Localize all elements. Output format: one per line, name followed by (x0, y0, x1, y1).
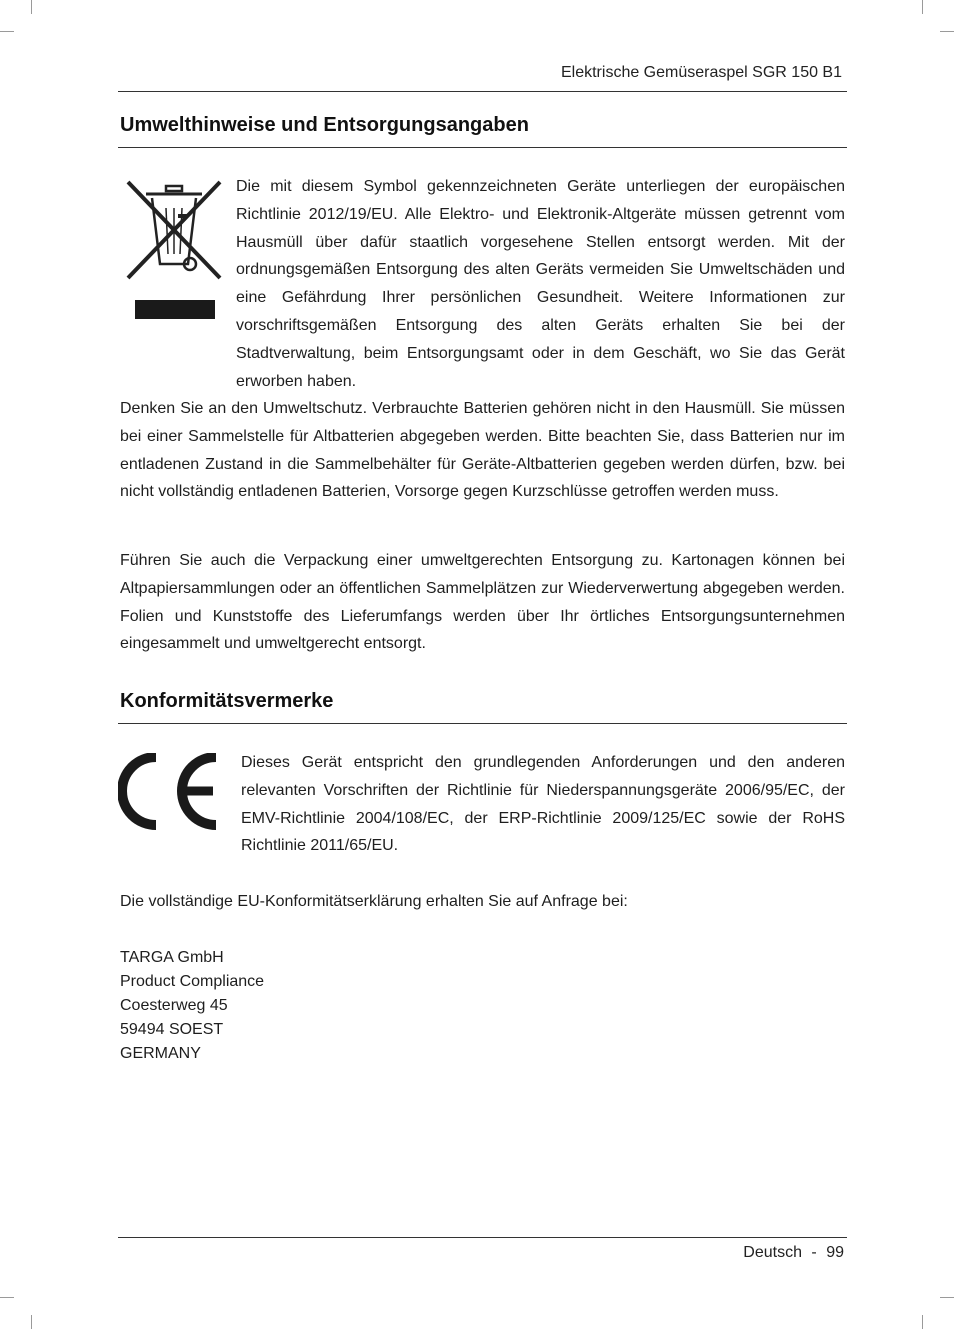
paragraph-weee: Die mit diesem Symbol gekennzeichneten Geräte unterliegen der europäischen Richtlinie 2012/19/EU. Alle Elektro- und Elektronik-Altgeräte müssen getrennt vom Hausmüll über dafür staatlich vorgesehene Stellen entsorgt werden. Mit der ordnungsgemäßen Entsorgung des alten Geräts vermeiden Sie Umweltschäden und eine Gefährdung Ihrer persönlichen Gesundheit. Weitere Informationen zur vorschriftsgemäßen Entsorgung des alten Geräts erhalten Sie bei der Stadtverwaltung, beim Entsorgungsamt oder in dem Geschäft, wo Sie das Gerät erworben haben. (236, 178, 845, 390)
section-heading-conformity: Konformitätsvermerke (120, 690, 334, 712)
running-header: Elektrische Gemüseraspel SGR 150 B1 (560, 64, 842, 81)
page-number: 99 (826, 1244, 844, 1261)
footer-rule (118, 1237, 847, 1238)
paragraph-ce: Dieses Gerät entspricht den grundlegenden Anforderungen und den anderen relevanten Vorschriften der Richtlinie für Niederspannungsgeräte 2006/95/EC, der EMV-Richtlinie 2004/108/EC, der ERP-Richtlinie 2009/125/EC sowie der RoHS Richtlinie 2011/65/EU. (241, 754, 845, 855)
address-block (120, 946, 264, 1066)
paragraph-batteries: Denken Sie an den Umweltschutz. Verbrauchte Batterien gehören nicht in den Hausmüll. Sie müssen bei einer Sammelstelle für Altbatterien abgegeben werden. Bitte beachten Sie, dass Batterien nur im entladenen Zustand in die Sammelbehälter für Geräte-Altbatterien gegeben werden dürfen, bzw. bei nicht vollständig entladenen Batterien, Vorsorge gegen Kurzschlüsse getroffen werden muss. (120, 400, 845, 501)
section-rule (118, 723, 847, 724)
crop-mark (0, 1297, 14, 1298)
footer-separator: - (811, 1244, 817, 1261)
address-street: Coesterweg 45 (120, 997, 228, 1014)
footer-language: Deutsch (743, 1244, 802, 1261)
crop-mark (940, 1297, 954, 1298)
header-rule (118, 91, 847, 92)
address-department: Product Compliance (120, 973, 265, 990)
crop-mark (922, 1315, 923, 1329)
crop-mark (31, 1315, 32, 1329)
paragraph-packaging: Führen Sie auch die Verpackung einer umweltgerechten Entsorgung zu. Kartonagen können bei Altpapiersammlungen oder an öffentlichen Sammelplätzen zur Wiederverwertung abgegeben werden. Folien und Kunststoffe des Lieferumfangs werden über Ihr örtliches Entsorgungsunternehmen eingesammelt und umweltgerecht entsorgt. (120, 552, 845, 653)
crop-mark (922, 0, 923, 14)
paragraph-request: Die vollständige EU-Konformitätserklärung erhalten Sie auf Anfrage bei: (120, 893, 628, 910)
ce-mark-icon (118, 753, 222, 831)
crop-mark (0, 31, 14, 32)
section-heading-disposal: Umwelthinweise und Entsorgungsangaben (120, 114, 529, 136)
address-city: 59494 SOEST (120, 1021, 224, 1038)
page-footer (743, 1244, 844, 1262)
section-rule (118, 147, 847, 148)
crop-mark (940, 31, 954, 32)
weee-crossed-bin-icon (122, 178, 226, 323)
address-company: TARGA GmbH (120, 949, 224, 966)
crop-mark (31, 0, 32, 14)
address-country: GERMANY (120, 1045, 201, 1062)
